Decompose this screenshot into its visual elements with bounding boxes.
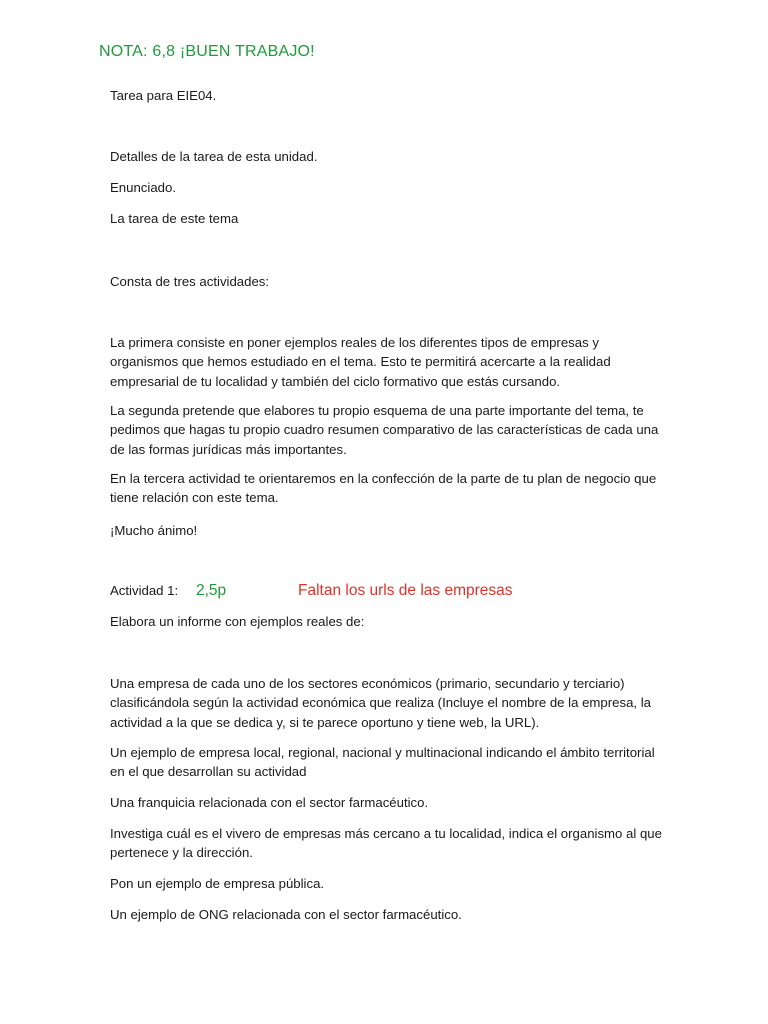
topic-task: La tarea de este tema [110, 211, 239, 226]
activities-intro: Consta de tres actividades: [110, 274, 270, 289]
list-item: Un ejemplo de empresa local, regional, nacional y multinacional indicando el ámbito territorial en el que desarrollan su actividad [110, 745, 655, 780]
activity-1-header [110, 582, 670, 604]
list-item: Un ejemplo de ONG relacionada con el sector farmacéutico. [110, 907, 462, 922]
activity-1-label: Actividad 1: [110, 583, 179, 598]
paragraph-first-activity: La primera consiste en poner ejemplos reales de los diferentes tipos de empresas y organismos que hemos estudiado en el tema. Esto te permitirá acercarte a la realidad empresarial de tu localidad y también del ciclo formativo que estás cursando. [110, 335, 611, 389]
paragraph-second-activity: La segunda pretende que elabores tu propio esquema de una parte importante del tema, te pedimos que hagas tu propio cuadro resumen comparativo de las características de cada una de las formas jurídicas más importantes. [110, 403, 659, 457]
grade-annotation: NOTA: 6,8 ¡BUEN TRABAJO! [99, 43, 315, 60]
paragraph-third-activity: En la tercera actividad te orientaremos en la confección de la parte de tu plan de negocio que tiene relación con este tema. [110, 471, 657, 506]
list-item: Pon un ejemplo de empresa pública. [110, 876, 325, 891]
list-item: Investiga cuál es el vivero de empresas más cercano a tu localidad, indica el organismo al que pertenece y la dirección. [110, 826, 662, 861]
task-statement: Enunciado. [110, 180, 176, 195]
report-intro: Elabora un informe con ejemplos reales de: [110, 614, 365, 629]
activity-1-score: 2,5p [196, 582, 227, 599]
activity-1-feedback: Faltan los urls de las empresas [298, 582, 513, 599]
task-details: Detalles de la tarea de esta unidad. [110, 149, 318, 164]
task-title: Tarea para EIE04. [110, 88, 217, 103]
list-item: Una franquicia relacionada con el sector farmacéutico. [110, 795, 429, 810]
list-item: Una empresa de cada uno de los sectores económicos (primario, secundario y terciario) clasificándola según la actividad económica que realiza (Incluye el nombre de la empresa, la actividad a la que se dedica y, si te parece oportuno y tiene web, la URL). [110, 676, 651, 730]
encouragement-text: ¡Mucho ánimo! [110, 523, 198, 538]
